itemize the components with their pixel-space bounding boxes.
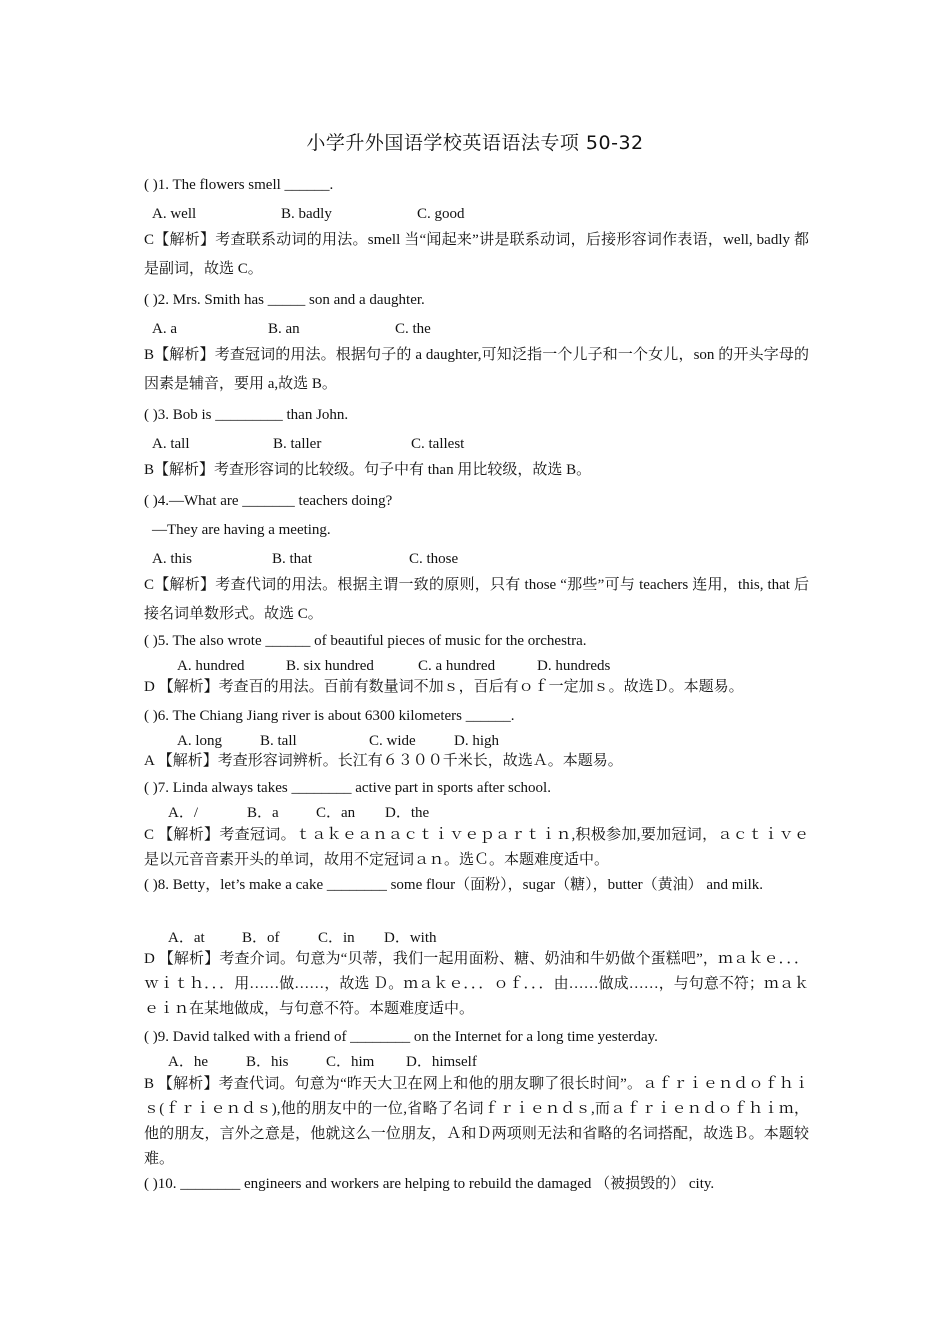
question-8-option-a: A．at [168, 930, 205, 946]
question-1-option-b: B. badly [281, 206, 332, 222]
question-8-option-d: D．with [384, 930, 437, 946]
question-8-option-c: C．in [318, 930, 355, 946]
question-7-explanation: C 【解析】考查冠词。ｔａｋｅａｎａｃｔｉｖｅｐａｒｔｉｎ,积极参加,要加冠词，ａｃｔｉｖｅ是以元音音素开头的单词，故用不定冠词ａｎ。选Ｃ。本题难度适中。 [144, 827, 809, 868]
question-4-stem: ( )4.—What are _______ teachers doing? [144, 493, 393, 509]
question-5-explanation: D 【解析】考查百的用法。百前有数量词不加ｓ，百后有ｏｆ一定加ｓ。故选Ｄ。本题易。 [144, 679, 744, 695]
question-7-stem: ( )7. Linda always takes ________ active part in sports after school. [144, 780, 551, 796]
question-6-option-d: D. high [454, 733, 499, 749]
question-2-option-a: A. a [152, 321, 177, 337]
question-6-option-b: B. tall [260, 733, 297, 749]
question-6-option-c: C. wide [369, 733, 416, 749]
question-5-option-c: C. a hundred [418, 658, 496, 674]
question-7-option-b: B．a [247, 805, 279, 821]
question-3-option-b: B. taller [273, 436, 322, 452]
question-9-option-a: A．he [168, 1054, 208, 1070]
question-5-stem: ( )5. The also wrote ______ of beautiful pieces of music for the orchestra. [144, 633, 587, 649]
question-1-option-a: A. well [152, 206, 197, 222]
question-6-explanation: A 【解析】考查形容词辨析。长江有６３００千米长，故选Ａ。本题易。 [144, 753, 623, 769]
question-4-option-b: B. that [272, 551, 312, 567]
question-9-option-d: D．himself [406, 1054, 477, 1070]
question-5-option-d: D. hundreds [537, 658, 611, 674]
question-2-stem: ( )2. Mrs. Smith has _____ son and a daughter. [144, 292, 425, 308]
question-1-option-c: C. good [417, 206, 465, 222]
question-7-option-a: A．/ [168, 805, 199, 821]
question-8-option-b: B．of [242, 930, 280, 946]
question-9-stem: ( )9. David talked with a friend of ________ on the Internet for a long time yesterday. [144, 1029, 658, 1045]
question-1-explanation: C【解析】考查联系动词的用法。smell 当“闻起来”讲是联系动词，后接形容词作表语，well, badly 都是副词，故选 C。 [144, 232, 809, 277]
question-5-option-a: A. hundred [177, 658, 245, 674]
question-7-option-c: C．an [316, 805, 356, 821]
question-2-explanation: B【解析】考查冠词的用法。根据句子的 a daughter,可知泛指一个儿子和一个女儿，son 的开头字母的因素是辅音，要用 a,故选 B。 [144, 347, 809, 392]
question-4-option-a: A. this [152, 551, 193, 567]
question-1-stem: ( )1. The flowers smell ______. [144, 177, 334, 193]
question-8-stem: ( )8. Betty，let’s make a cake ________ some flour（面粉），sugar（糖），butter（黄油） and milk. [144, 877, 764, 893]
question-9-explanation: B 【解析】考查代词。句意为“昨天大卫在网上和他的朋友聊了很长时间”。ａｆｒｉｅｎｄｏｆｈｉｓ(ｆｒｉｅｎｄｓ),他的朋友中的一位,省略了名词ｆｒｉｅｎｄｓ,而ａｆｒｉｅｎｄｏｆｈｉｍ，他的朋友，言外之意是，他就这么一位朋友，Ａ和Ｄ两项则无法和省略的名词搭配，故选Ｂ。本题较难。 [144, 1076, 809, 1167]
question-3-explanation: B【解析】考查形容词的比较级。句子中有 than 用比较级，故选 B。 [144, 462, 592, 478]
question-3-option-c: C. tallest [411, 436, 465, 452]
question-3-option-a: A. tall [152, 436, 190, 452]
question-8-explanation: D 【解析】考查介词。句意为“贝蒂，我们一起用面粉、糖、奶油和牛奶做个蛋糕吧”，ｍａｋｅ．．．ｗｉｔｈ．．．用……做……，故选 Ｄ。ｍａｋｅ．．．ｏｆ．．．由……做成……，与句意不符；ｍａｋｅｉｎ在某地做成，与句意不符。本题难度适中。 [144, 951, 809, 1017]
question-10-stem: ( )10. ________ engineers and workers are helping to rebuild the damaged （被损毁的） city. [144, 1176, 715, 1192]
question-2-option-c: C. the [395, 321, 431, 337]
question-4-option-c: C. those [409, 551, 459, 567]
question-6-stem: ( )6. The Chiang Jiang river is about 6300 kilometers ______. [144, 708, 515, 724]
question-4-response: —They are having a meeting. [152, 522, 331, 538]
question-9-option-c: C．him [326, 1054, 375, 1070]
question-5-option-b: B. six hundred [286, 658, 374, 674]
question-7-option-d: D．the [385, 805, 430, 821]
question-9-option-b: B．his [246, 1054, 289, 1070]
question-3-stem: ( )3. Bob is _________ than John. [144, 407, 349, 423]
page-title: 小学升外国语学校英语语法专项 50-32 [306, 132, 644, 154]
question-6-option-a: A. long [177, 733, 222, 749]
question-4-explanation: C【解析】考查代词的用法。根据主谓一致的原则，只有 those “那些”可与 teachers 连用，this, that 后接名词单数形式。故选 C。 [144, 577, 809, 622]
question-2-option-b: B. an [268, 321, 300, 337]
